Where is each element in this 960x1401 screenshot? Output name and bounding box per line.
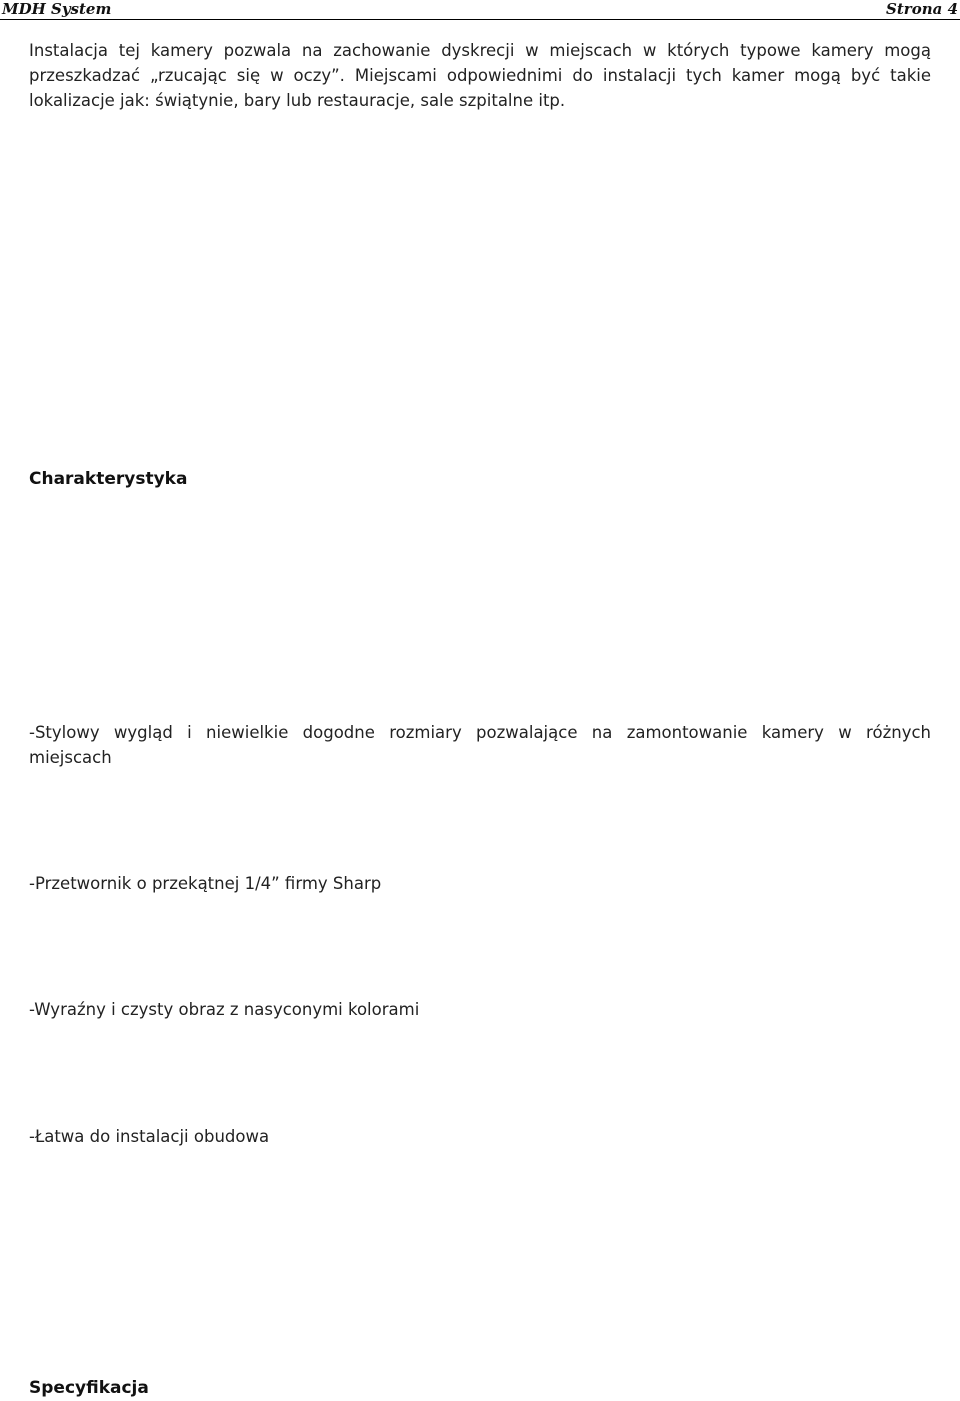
- intro-line: przeszkadzać „rzucając się w oczy”. Miejscami odpowiednimi do instalacji tych kamer mogą być takie: [29, 66, 931, 85]
- feature-item: -Łatwa do instalacji obudowa: [29, 1127, 270, 1146]
- intro-line: Instalacja tej kamery pozwala na zachowanie dyskrecji w miejscach w których typowe kamery mogą: [29, 41, 931, 60]
- intro-line: lokalizacje jak: świątynie, bary lub restauracje, sale szpitalne itp.: [29, 91, 566, 110]
- feature-text: -Stylowy wygląd i niewielkie dogodne rozmiary pozwalające na zamontowanie kamery w różnych: [29, 723, 931, 742]
- feature-item: -Przetwornik o przekątnej 1/4” firmy Sharp: [29, 874, 382, 893]
- feature-text: miejscach: [29, 748, 112, 767]
- section-heading-charakterystyka: Charakterystyka: [29, 469, 188, 489]
- intro-paragraph: [29, 38, 931, 113]
- feature-item: -Wyraźny i czysty obraz z nasyconymi kolorami: [29, 1000, 420, 1019]
- page-header: [0, 0, 960, 20]
- section-heading-specyfikacja: Specyfikacja: [29, 1378, 149, 1398]
- feature-item: [29, 720, 931, 770]
- header-title: MDH System: [2, 0, 112, 18]
- page-number: Strona 4: [886, 0, 958, 18]
